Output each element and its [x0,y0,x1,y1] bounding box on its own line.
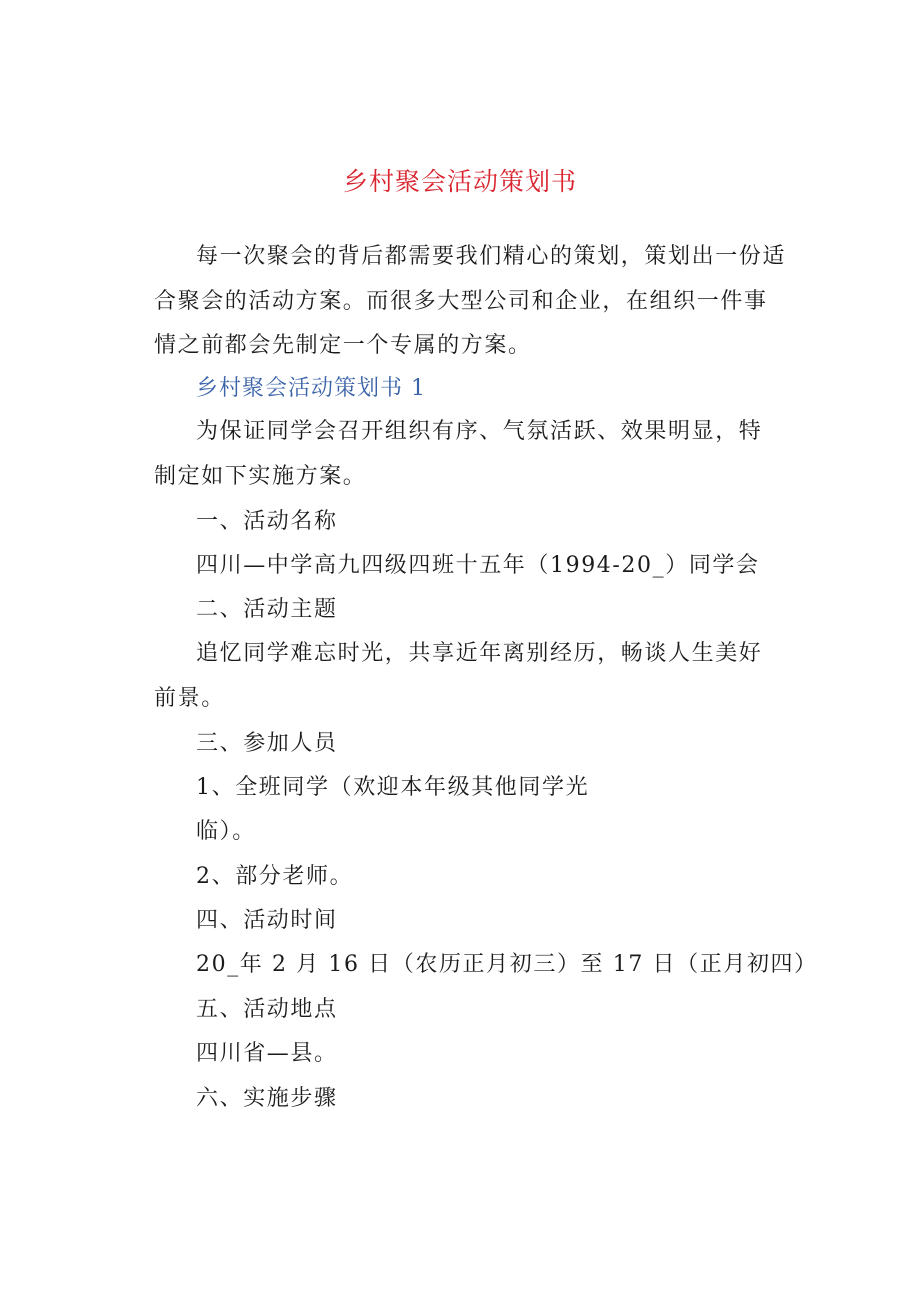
intro-line-3: 情之前都会先制定一个专属的方案。 [154,333,532,358]
activity-time-value: 20_年 2 月 16 日（农历正月初三）至 17 日（正月初四） [196,952,818,977]
participants-line-1: 1、全班同学（欢迎本年级其他同学光 [196,775,590,800]
intro-line-1: 每一次聚会的背后都需要我们精心的策划，策划出一份适 [196,244,787,269]
participants-line-3: 2、部分老师。 [196,864,354,889]
heading-implementation-steps: 六、实施步骤 [196,1086,338,1111]
heading-activity-place: 五、活动地点 [196,997,338,1022]
heading-activity-name: 一、活动名称 [196,509,338,534]
participants-line-2: 临）。 [196,819,256,844]
activity-name-value: 四川—中学高九四级四班十五年（1994-20_）同学会 [196,553,760,578]
purpose-line-1: 为保证同学会召开组织有序、气氛活跃、效果明显，特 [196,419,763,444]
theme-line-2: 前景。 [154,686,225,711]
heading-activity-time: 四、活动时间 [196,908,338,933]
document-title: 乡村聚会活动策划书 [342,167,577,196]
theme-line-1: 追忆同学难忘时光，共享近年离别经历，畅谈人生美好 [196,641,763,666]
activity-place-value: 四川省—县。 [196,1041,338,1066]
section-title: 乡村聚会活动策划书 1 [196,376,426,401]
intro-line-2: 合聚会的活动方案。而很多大型公司和企业，在组织一件事 [154,289,768,314]
purpose-line-2: 制定如下实施方案。 [154,464,367,489]
heading-activity-theme: 二、活动主题 [196,597,338,622]
heading-participants: 三、参加人员 [196,731,338,756]
